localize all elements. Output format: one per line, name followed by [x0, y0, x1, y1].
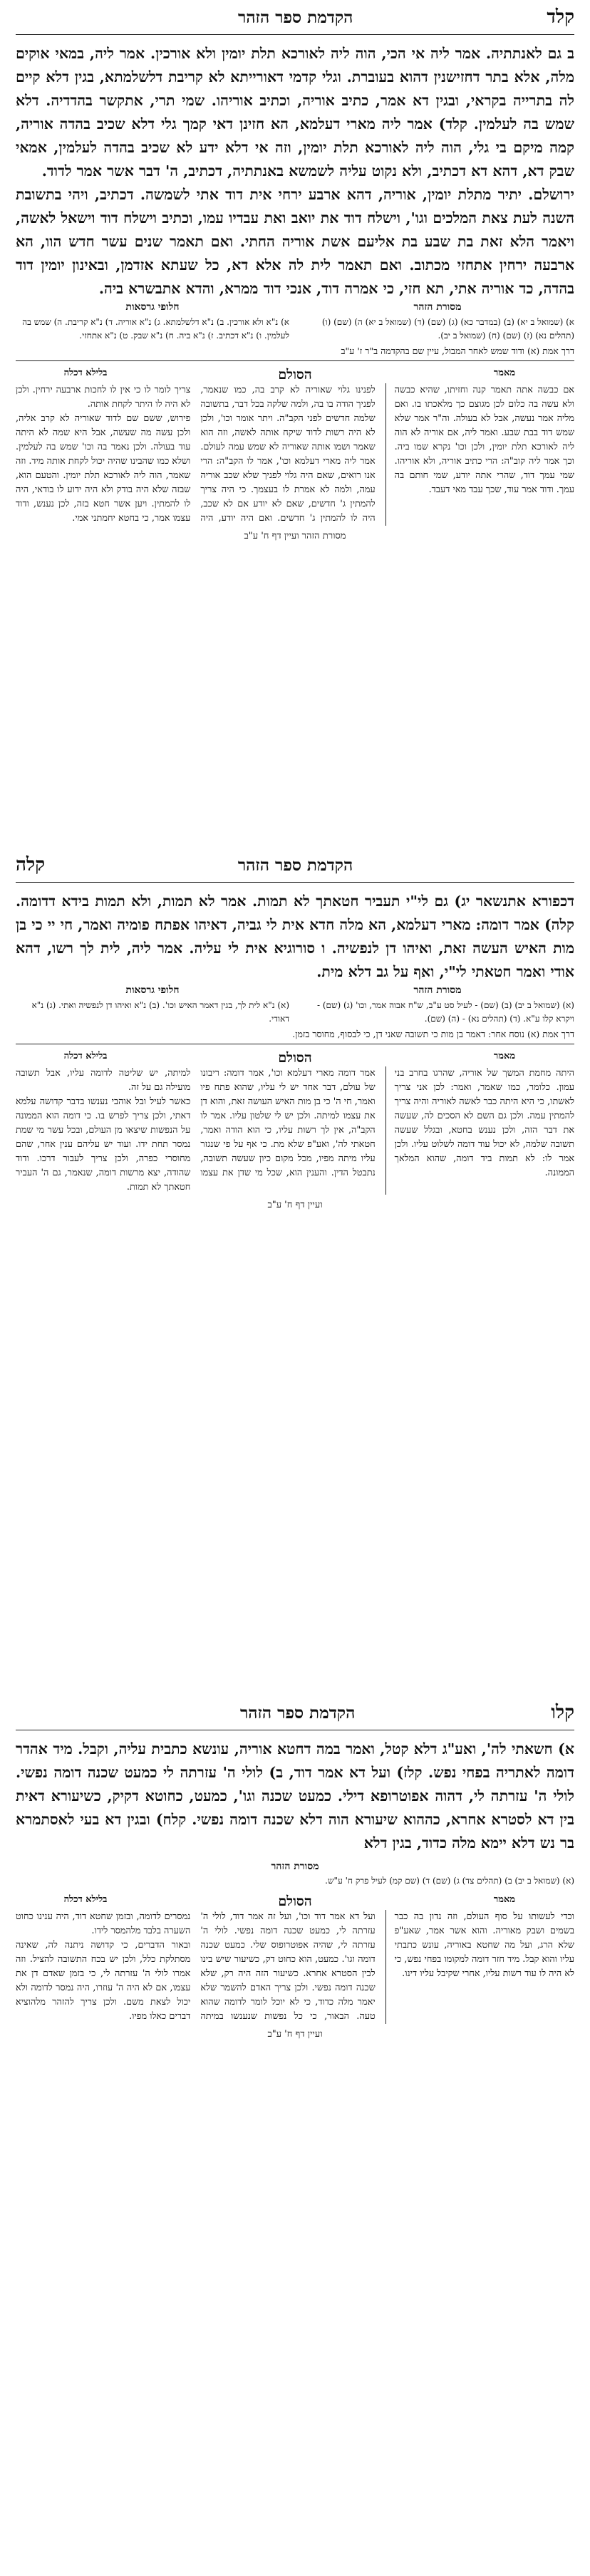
commentary-header-mid: הסולם [278, 1050, 312, 1066]
commentary-columns [16, 1066, 574, 1195]
commentary-header-right: מאמר [493, 1051, 516, 1061]
notes-left [16, 301, 289, 343]
page-number: קלד [547, 6, 574, 28]
page-footer: ועיין דף ח' ע"ב [267, 1200, 323, 1210]
running-header [16, 848, 574, 883]
notes-left-text: (א) נ"א לית לך, בגין דאמר האיש וכו'. (ב) נ"א ואיהו דן לנפשיה ואתי. (ג) נ"א דאודי. [31, 1000, 289, 1024]
commentary-header-left: בלילא דכלה [63, 1894, 108, 1905]
zohar-paragraph: ירושלם. יתיר מתלת יומין, אוריה, דהא ארבע ירחי אית דוד אתי לשמשה. דכתיב, ויהי בתשובת השנה לעת צאת המלכים וגו', וישלח דוד את יואב ואת עבדיו עמו, וכתיב וישלח דוד וישאל לאשה, ויאמר הלא זאת בת שבע בת אליעם אשת אוריה החתי. ואם תאמר שנים עשר חדש הוו, הא ארבעה ירחין אתחזי מכתוב. ואם תאמר לית לה אלא דא, כל שעתא אזדמן, ובאינון יומין דוד בהדה, כד אוריה אתי, תא חזי, כי אמרה דוד, אנכי דוד ממרא, והדא אתבשרא ביה. [16, 186, 574, 297]
book-title: הקדמת ספר הזהר [238, 7, 353, 27]
page-136 [0, 1695, 590, 2543]
notes-right-text: א) (שמואל ב יא) (ב) (במדבר כא) (ג) (שם) (ד) (שמואל ב יא) ה) (שם) (ו) (תהלים נא) (ז) (שם) (ח) (שמואל ב יב). [321, 317, 574, 341]
commentary-header-right: מאמר [493, 368, 516, 378]
zohar-paragraph: א) חשאתי לה', ואע"ג דלא קטל, ואמר במה דחטא אוריה, עונשא כתבית עליה, וקבל. מיד אהדר דומה לאתריה בפחי נפש. קלז) ועל דא אמר דוד, ב) לולי ה' עזרתה לי כמעט שכנה דומה נפשי. לולי ה' עזרתה לי, דהוה אפוטרופא דילי. כמעט שכנה וגו', כמעט, כחוטא דקיק, כשיעורא דאית בין דא לסטרא אחרא, כההוא שיעורא הוה דלא שכנה דומה נפשי. קלח) ובגין דא בעי לאסתמרא בר נש דלא יימא מלה כדוד, בגין דלא [16, 1740, 574, 1852]
zohar-text [16, 42, 574, 301]
notes-section [16, 984, 574, 1026]
commentary-right-text: וכדי לעשותו על סוף העולם, וזה נדון בה כבר בשמים ושבק מאוריה. והוא אשר אמר, שאע"פ שלא הרג, ועל מה שחטא באוריה, עונש כתבתי עליו והוא קבל. מיד חזר דומה למקומו בפחי נפש, כי לא היה לו עוד רשות עליו, אחרי שקיבל עליו דינו. [394, 1911, 574, 1979]
commentary-right [385, 383, 574, 526]
commentary-left [16, 383, 376, 526]
page-footer: מסורת הזהר ועיין דף ח' ע"ב [244, 531, 346, 541]
page-footer: ועיין דף ח' ע"ב [267, 2029, 323, 2040]
commentary-headers [16, 367, 574, 383]
running-header [16, 1695, 574, 1730]
commentary-mid-text: לפנינו גלוי שאוריה לא קרב בה, כמו שנאמר, לפניך הודה בו בה, ולמה שלקה בכל דבר, בתשובה שלמה חדשים לפני הקב"ה. ויתר אומר וכו', ולכן לא היה רשות לדוד שיקח אותה לאשה, וזה הוא שאמר ושמו אותה שאוריה לא שמש עמה לעולם. אמר ליה מארי דעלמא וכו', אמר לו הקב"ה: הרי אנו רואים, שאם היה גלוי לפניך שלא שכב אוריה עמה, ולמה לא אמרת לו בעצמך. כי היה צריך להמתין ג' חדשים, שאם לא יודע אם לא שכב, היה לו להמתין ג' חדשים. ואם היה יודע, היה צריך לומר לו כי אין לו לחכות ארבעה ירחין. ולכן לא היה לו היתר לקחת אותה. [16, 385, 376, 524]
zohar-paragraph: ב גם לאנתתיה. אמר ליה אי הכי, הוה ליה לאורכא תלת יומין ולא אורכין. אמר ליה, במאי אוקים מלה, אלא בתר דחזישנין דהוא בעוברת. וגלי קדמי דאורייתא לא קריבת דלשלמתא, בגין דלא קיים לה בתרייה בקראי, ובגין דא אמר, כתיב אוריה, וכתיב אוריהו. שמי תרי, אתקשר בהדדיה. דלא שמש בה לעלמין. קלד) אמר ליה מארי דעלמא, הא חזינן דאי קמך גלי דלא שכיב בהדה אוריה, קמה מיקם בי גלי, הוה ליה לאורכא תלת יומין, וזה אי דלא ידע לא שכיב בהדה לעלמין, אמאי שבק דא, דהא דא דכתיב, ולא נקוט עליה לשמשא באנתתיה, דכתיב, ה' דבר אשר אמר לדוד. [16, 45, 574, 180]
notes-right-text: (א) (שמואל ב יב) ב) (תהלים צד) ג) (שם) ד) (שם קמ) לעיל פרק ח' ע"ש. [325, 1876, 574, 1886]
notes-right-text: (א) (שמואל ב יב) (ב) (שם) - לעיל סט ע"ב, ש"ח אבוה אמר, וכו' (ג) (שם) - ויקרא קלו ע"א. (ד) (תהלים נא) - (ה) (שם). [317, 1000, 574, 1024]
commentary-header-mid: הסולם [278, 367, 312, 383]
derech-emet: דרך אמת (א) נוסח אחר: דאמר בן מות כי תשובה שאני דן, כי לבסוף, מחוסר בזמן. [16, 1026, 574, 1044]
book-title: הקדמת ספר הזהר [237, 855, 353, 875]
derech-emet: דרך אמת (א) ודוד שמש לאחר המבול, עיין שם בהקדמה ב"ר ז' ע"ב [16, 343, 574, 361]
notes-right-header: מסורת הזהר [413, 301, 462, 313]
zohar-paragraph: דכפורא אתנשאר יג) גם לי"י תעביר חטאתך לא תמות. אמר לא תמות, ולא תמות בידא דדומה. קלה) אמר דומה: מארי דעלמא, הא מלה חדא אית לי גביה, דאיהו אפתח פומיה ואמר, חי יי כי בן מות האיש העשה זאת, ואיהו דן לנפשיה. ו סורוגיא אית לי עליה. אמר ליה, לית לך רשו, דהא אודי ואמר חטאתי לי"י, ואף על גב דלא מית. [16, 893, 574, 980]
page-number: קלה [16, 854, 46, 876]
page-135 [0, 848, 590, 1695]
commentary-right-text: אם כבשה אתה תאמר קנה וחזיתו, שהיא כבשה ולא עשה בה כלום לכן מגוצם כך מלאכתו בו. ואם מליה אמר נעשה, אבל לא בעולה. וה"ר אמר שלא שמש דוד בבת שבע. ואמר ליה, אם אוריה לא הוה ליה לאורכא תלת יומין, ולכן וכו' נקרא שמו ביה. וכך אמר ליה קוב"ה: הרי כתיב אוריה, ולא אוריהו. שמי עמך דוד, שהרי אתה יודע, שמי חותם בה עמך. ודוד אמר עוד, שכך עבד מאי דעבד. [394, 385, 574, 495]
notes-right-header: מסורת הזהר [413, 985, 462, 996]
notes-left-text: א) נ"א ולא אורכין. ב) נ"א דלשלמתא. ג) נ"א אוריה. ד) נ"א קריבת. ה) שמש בה לעלמין. ו) נ"א דכתיב. ז) נ"א ביה. ח) נ"א שבק. ט) נ"א אתחזי. [22, 317, 289, 341]
notes-section [16, 1874, 574, 1888]
commentary-right [385, 1066, 574, 1195]
commentary-mid-text: אמר דומה מארי דעלמא וכו', אמר דומה: ריבונו של עולם, דבר אחד יש לי עליו, שהוא פתח פיו ואמר, חי ה' כי בן מות האיש העושה זאת, והוא דן את עצמו למיתה. ולכן יש לי שלטון עליו. אמר לו הקב"ה, אין לך רשות עליו, כי הוא הודה ואמר, חטאתי לה', ואע"פ שלא מת. כי אף על פי שנגזר עליו מיתה מפיו, מכל מקום כיון שעשה תשובה, נתבטל הדין. והענין הוא, שכל מי שדן את עצמו למיתה, יש שליטה לדומה עליו, אבל תשובה מועילה גם על זה. [16, 1068, 376, 1178]
notes-left [16, 984, 289, 1026]
commentary-headers [16, 1894, 574, 1910]
commentary-header-left: בלילא דכלה [63, 1051, 108, 1061]
notes-right [301, 301, 574, 343]
notes-left-header: חלופי גרסאות [125, 301, 180, 313]
commentary-mid-text: ועל דא אמר דוד וכו', ועל זה אמר דוד, לולי ה' עזרתה לי, כמעט שכנה דומה נפשי. לולי ה' עזרתה לי, שהיה אפוטרופוס שלי. כמעט שכנה דומה וגו'. כמעט, הוא כחוט דק, כשיעור שיש בינו לבין הסטרא אחרא. כשיעור הזה היה רק, שלא שכנה דומה נפשי. ולכן צריך האדם להשמר שלא יאמר מלה כדוד, כי לא יוכל לומר לדומה שהוא טעה. הבאור, כי כל נפשות שנענשו במיתה נמסרים לדומה, ובזמן שחטא דוד, היה ענינו כחוט השערה בלבד מלהמסר לידו. [16, 1911, 376, 2022]
notes-right-header: מסורת הזהר [271, 1861, 319, 1872]
page-number: קלו [551, 1702, 574, 1723]
page-134 [0, 0, 590, 848]
commentary-header-right: מאמר [493, 1894, 516, 1905]
commentary-columns [16, 383, 574, 526]
commentary-right-text: היתה מחמת המשך של אוריה, שהרגו בחרב בני עמון. כלומר, כמו שאמר, ואמר: לכן אני צריך לאשתו, כי היא היתה כבר לאשה לאוריה והיה צריך להמתין עמה. ולכן גם השם לא הסכים לה, שעשה את דבר הזה, ולכן נענש בחטא, ובגלל שעשה תשובה שלמה, לא יכול עוד דומה לשלוט עליו. ולכן אמר לו: לא תמות ביד דומה, שהוא המלאך הממונה. [394, 1068, 574, 1178]
commentary-header-left: בלילא דכלה [63, 368, 108, 378]
commentary-left-text: פירוש, ששם שם לדוד שאוריה לא קרב אליה, ולכן עשה מה שעשה, אבל היא שמה לא היתה עוד בעולה. ולכן נאמר בה וכו' שמש בה לעלמין. ושלא כמו שהבינו שהיה יכול לקחת אותה מיד. וזה שאמר, הוה ליה לאורכא תלת יומין. והטעם הוא, שבזה שלא היה בודק ולא היה ידוע לו בודאי, היה לו להמתין. ויען אשר חטא בזה, לכן נענש, ודוד עצמו אמר, כי בחטא יחמתני אמי. [16, 413, 191, 524]
zohar-text [16, 890, 574, 984]
commentary-columns [16, 1910, 574, 2024]
zohar-text [16, 1738, 574, 1855]
notes-right [301, 984, 574, 1026]
notes-section [16, 301, 574, 343]
running-header [16, 0, 574, 35]
commentary-left [16, 1066, 376, 1195]
commentary-right [385, 1910, 574, 2024]
book-title: הקדמת ספר הזהר [239, 1703, 356, 1723]
commentary-left-text: כאשר לעיל ובל אוהבי נענשו בדבר קדושה עלמא דאתי, ולכן צריך לפרש בו. כי דומה הוא הממונה על הנפשות שיצאו מן העולם, ובכל עשר מי שמת נמסר תחת ידו. ועוד יש עליהם ענין אחר, שהם מחוסרי כפרה, ולכן צריך לעבור דרכו. ודוד שהודה, יצא מרשות דומה, שנאמר, גם ה' העביר חטאתך לא תמות. [16, 1096, 191, 1193]
commentary-headers [16, 1050, 574, 1066]
commentary-left-text: ובאור הדברים, כי קדושה ניתנה לה, שאינה מסתלקת כלל, ולכן יש בכח התשובה להציל. וזה אמרו לולי ה' עזרתה לי, כי בזמן שאדם דן את עצמו, אם לא היה ה' עוזרו, היה נמסר לדומה ולא יכול לצאת משם. ולכן צריך להזהר מלהוציא דברים כאלו מפיו. [16, 1940, 191, 2022]
commentary-left [16, 1910, 376, 2024]
commentary-header-mid: הסולם [278, 1894, 312, 1909]
notes-left-header: חלופי גרסאות [125, 985, 180, 996]
